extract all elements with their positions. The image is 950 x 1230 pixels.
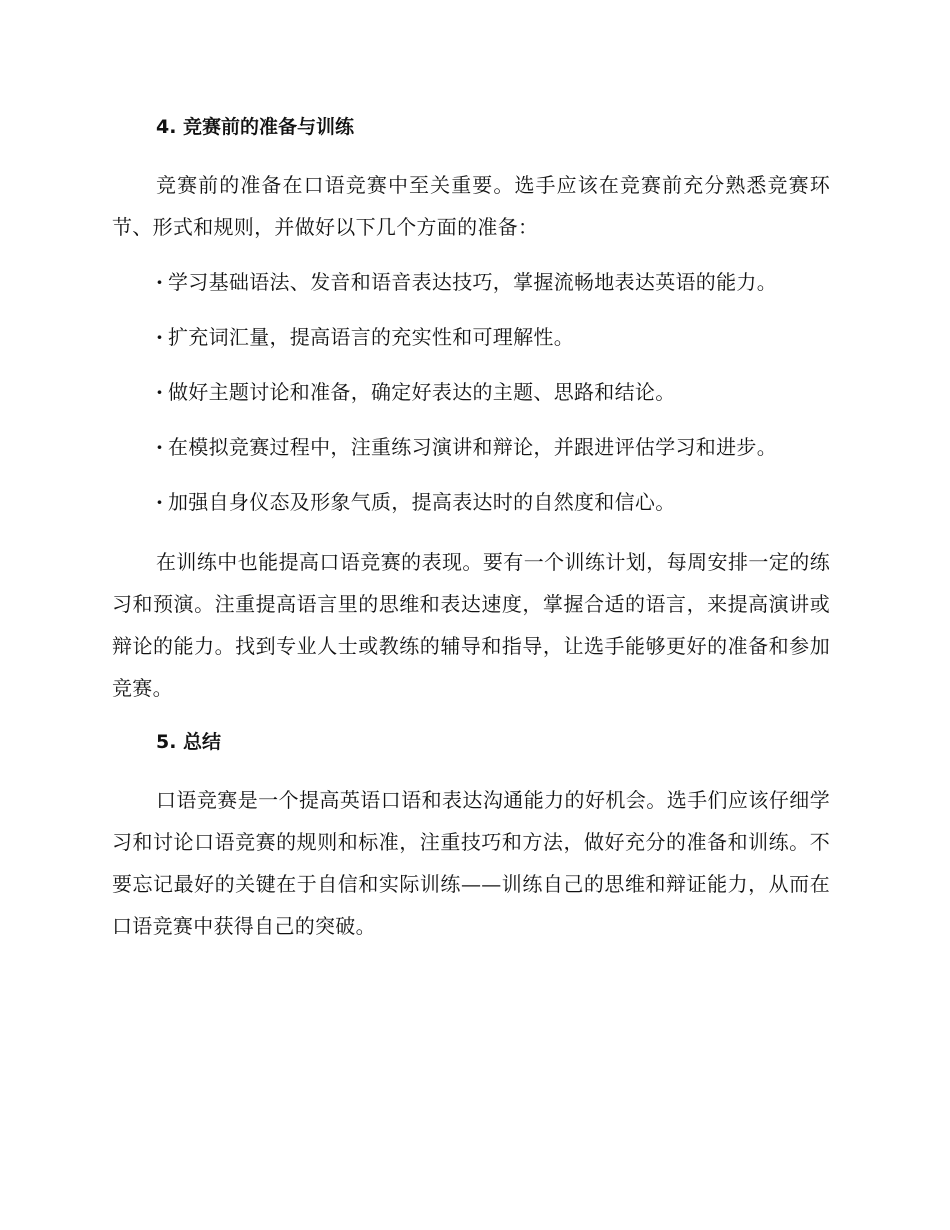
- list-item-text: 扩充词汇量，提高语言的充实性和可理解性。: [168, 325, 574, 349]
- list-item: [112, 376, 830, 408]
- section-4-intro-paragraph: 竞赛前的准备在口语竞赛中至关重要。选手应该在竞赛前充分熟悉竞赛环节、形式和规则，并做好以下几个方面的准备：: [112, 173, 830, 239]
- list-item: [112, 431, 830, 463]
- section-4-training-paragraph: 在训练中也能提高口语竞赛的表现。要有一个训练计划，每周安排一定的练习和预演。注重提高语言里的思维和表达速度，掌握合适的语言，来提高演讲或辩论的能力。找到专业人士或教练的辅导和指导，让选手能够更好的准备和参加竞赛。: [112, 550, 830, 700]
- document-content: [112, 112, 830, 959]
- bullet-mark: ·: [156, 490, 164, 514]
- list-item: [112, 321, 830, 353]
- bullet-mark: ·: [156, 325, 164, 349]
- list-item-text: 学习基础语法、发音和语音表达技巧，掌握流畅地表达英语的能力。: [168, 270, 777, 294]
- bullet-mark: ·: [156, 380, 164, 404]
- list-item-text: 做好主题讨论和准备，确定好表达的主题、思路和结论。: [168, 380, 676, 404]
- section-5-heading: 5. 总结: [156, 731, 222, 753]
- list-item-text: 在模拟竞赛过程中，注重练习演讲和辩论，并跟进评估学习和进步。: [168, 435, 777, 459]
- bullet-mark: ·: [156, 435, 164, 459]
- section-5-summary-paragraph: 口语竞赛是一个提高英语口语和表达沟通能力的好机会。选手们应该仔细学习和讨论口语竞赛的规则和标准，注重技巧和方法，做好充分的准备和训练。不要忘记最好的关键在于自信和实际训练——训练自己的思维和辩证能力，从而在口语竞赛中获得自己的突破。: [112, 788, 830, 938]
- section-4-heading: 4. 竞赛前的准备与训练: [156, 116, 355, 138]
- list-item: [112, 266, 830, 298]
- list-item: [112, 486, 830, 518]
- list-item-text: 加强自身仪态及形象气质，提高表达时的自然度和信心。: [168, 490, 676, 514]
- bullet-mark: ·: [156, 270, 164, 294]
